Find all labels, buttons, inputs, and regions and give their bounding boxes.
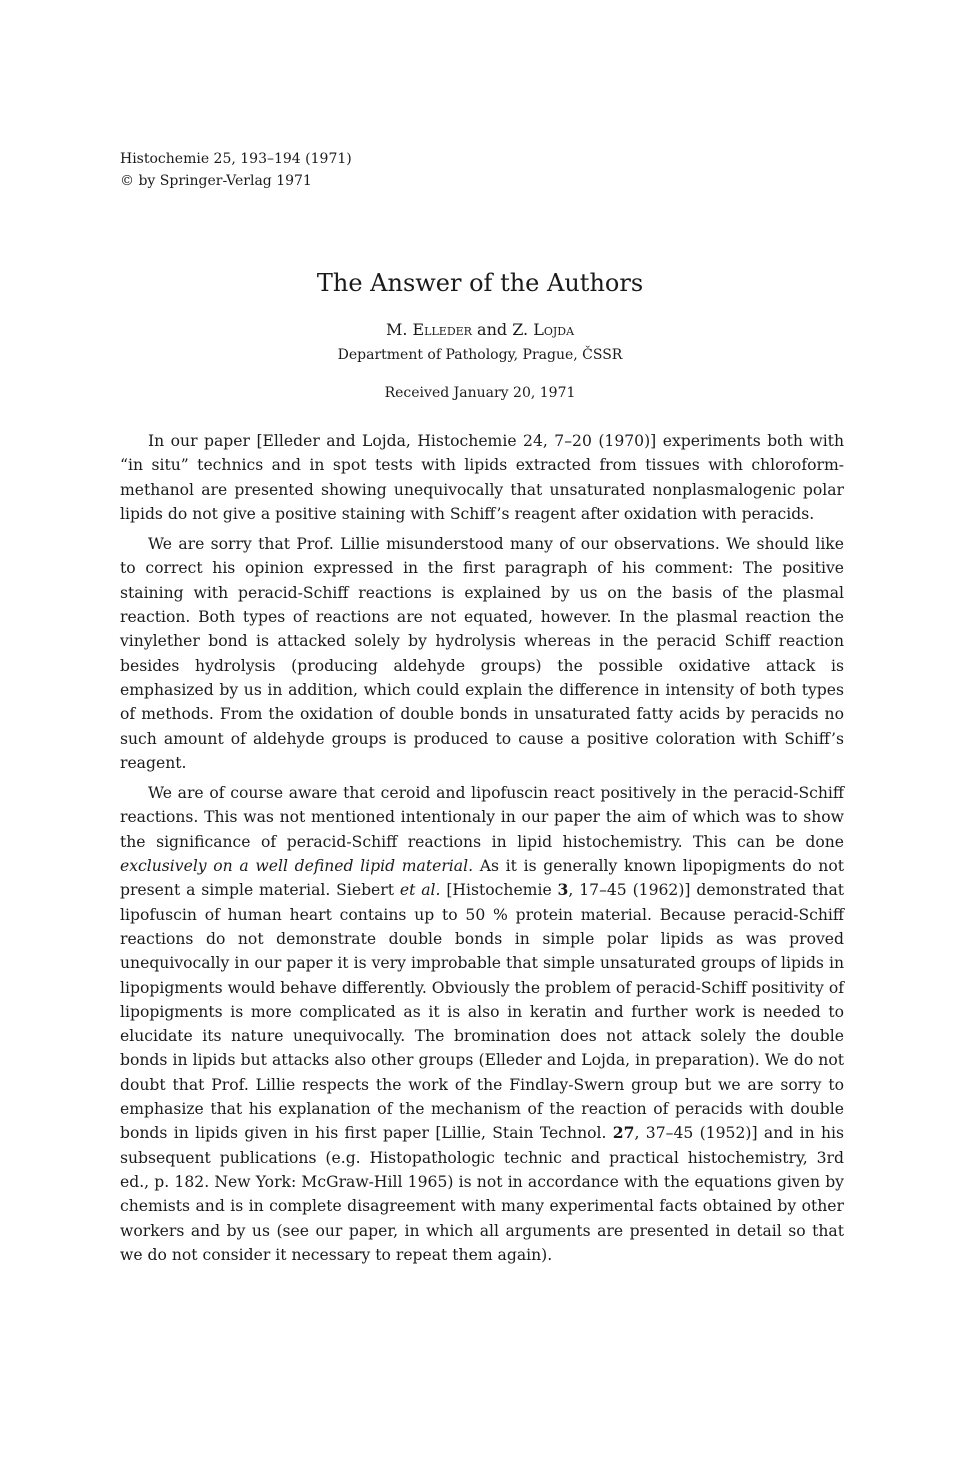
p3-italic-emphasis: exclusively on a well defined lipid material. [120, 857, 474, 876]
copyright-line: © by Springer-Verlag 1971 [120, 173, 312, 189]
p3-volume-bold-1: 3 [557, 880, 569, 900]
article-body [120, 429, 844, 1267]
received-date: Received January 20, 1971 [384, 385, 576, 401]
author-conjunction: and [471, 320, 513, 339]
p3-italic-et-al: et al. [399, 881, 441, 900]
p3-text-5: , 37–45 (1952)] and in his subsequent publications (e.g. Histopathologic technic and practical histochemistry, 3rd ed., p. 182. New York: McGraw-Hill 1965) is not in accordance with the equations given by chemists and is in complete disagreement with many experimental facts obtained by other workers and by us (see our paper, in which all arguments are presented in detail so that we do not consider it necessary to repeat them again). [120, 1124, 845, 1264]
p3-volume-bold-2: 27 [612, 1123, 635, 1143]
p3-text-4: , 17–45 (1962)] demonstrated that lipofuscin of human heart contains up to 50 % protein material. Because peracid-Schiff reactions do not demonstrate double bonds in simple polar lipids as was proved unequivocally in our paper it is very improbable that simple unsaturated groups of lipids in lipopigments would behave differently. Obviously the problem of peracid-Schiff positivity of lipopigments is more complicated as it is also in keratin and further work is needed to elucidate its nature unequivocally. The bromination does not attack solely the double bonds in lipids but attacks also other groups (Elleder and Lojda, in preparation). We do not doubt that Prof. Lillie respects the work of the Findlay-Swern group but we are sorry to emphasize that his explanation of the mechanism of the reaction of peracids with double bonds in lipids given in his first paper [Lillie, Stain Technol. [120, 881, 845, 1143]
p3-text-1: We are of course aware that ceroid and lipofuscin react positively in the peracid-Schiff reactions. This was not mentioned intentionaly in our paper the aim of which was to show the significance of peracid-Schiff reactions in lipid histochemistry. This can be done [120, 784, 844, 851]
p3-text-3: [Histochemie [440, 881, 558, 900]
paragraph-2: We are sorry that Prof. Lillie misunderstood many of our observations. We should like to correct his opinion expressed in the first paragraph of his comment: The positive staining with peracid-Schiff reactions is explained by us on the basis of the plasmal reaction. Both types of reactions are not equated, however. In the plasmal reaction the vinylether bond is attacked solely by hydrolysis whereas in the peracid Schiff reaction besides hydrolysis (producing aldehyde groups) the possible oxidative attack is emphasized by us in addition, which could explain the difference in intensity of both types of methods. From the oxidation of double bonds in unsaturated fatty acids by peracids no such amount of aldehyde groups is produced to cause a positive coloration with Schiff’s reagent. [120, 535, 844, 772]
journal-citation: Histochemie 25, 193–194 (1971) [120, 151, 352, 167]
author-line [0, 318, 960, 342]
article-title: The Answer of the Authors [316, 269, 644, 297]
paragraph-1: In our paper [Elleder and Lojda, Histochemie 24, 7–20 (1970)] experiments both with “in situ” technics and in spot tests with lipids extracted from tissues with chloroform-methanol are presented showing unequivocally that unsaturated nonplasmalogenic polar lipids do not give a positive staining with Schiff’s reagent after oxidation with peracids. [120, 432, 844, 523]
affiliation: Department of Pathology, Prague, ČSSR [337, 347, 623, 363]
paragraph-3 [120, 781, 844, 1267]
author1-initial: M. [385, 320, 413, 339]
p3-text-2: As it is generally known lipopigments do not present a simple material. Siebert [120, 857, 844, 900]
author2-initial: Z. [512, 320, 534, 339]
author1-surname: Elleder [412, 320, 472, 339]
author2-surname: Lojda [533, 320, 575, 339]
journal-header [120, 148, 352, 192]
